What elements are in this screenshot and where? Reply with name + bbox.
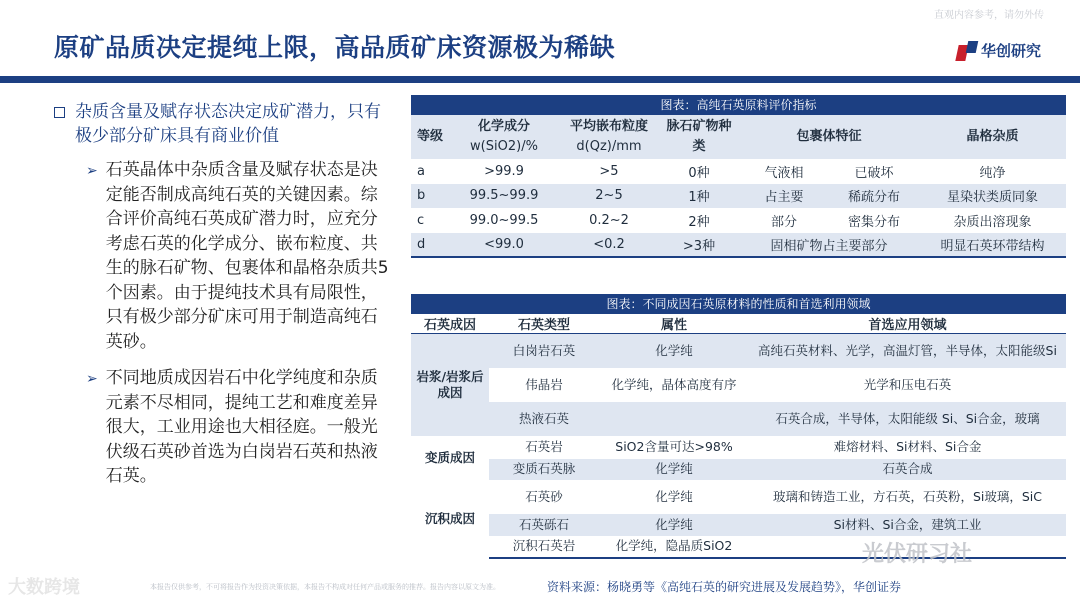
brand-logo: [957, 40, 1041, 61]
table1-caption: 图表：高纯石英原料评价指标: [411, 95, 1066, 115]
watermark-right: 光伏研习社: [862, 542, 973, 567]
disclaimer-text: 本报告仅供参考，不可将报告作为投资决策依据，本报告不构成对任何产品或服务的推荐。报告内容以原文为准。: [150, 583, 500, 591]
square-bullet-icon: [54, 107, 65, 118]
main-bullet-text: 杂质含量及赋存状态决定成矿潜力，只有极少部分矿床具有商业价值: [75, 102, 381, 146]
table2-caption: 图表：不同成因石英原材料的性质和首选利用领域: [411, 294, 1066, 314]
table-row: b 99.5~99.9 2~5 1种 占主要 稀疏分布 星染状类质同象: [411, 184, 1066, 209]
table-row: 热液石英 石英合成，半导体，太阳能级 Si、Si合金，玻璃: [411, 402, 1066, 436]
table-header-row: [411, 115, 1066, 159]
arrow-bullet-icon: ➢: [86, 371, 98, 387]
table-row: d <99.0 <0.2 >3种 固相矿物占主要部分 明显石英环带结构: [411, 233, 1066, 258]
table-row: 变质石英脉 化学纯 石英合成: [411, 459, 1066, 480]
table-row: 沉积成因 石英砂 化学纯 玻璃和铸造工业，方石英，石英粉，Si玻璃，SiC: [411, 480, 1066, 514]
page-title: 原矿品质决定提纯上限，高品质矿床资源极为稀缺: [54, 33, 616, 62]
header-use: 首选应用领域: [749, 314, 1066, 334]
sub-bullet-1-text: 石英晶体中杂质含量及赋存状态是决定能否制成高纯石英的关键因素。综合评价高纯石英成矿潜力时，应充分考虑石英的化学成分、嵌布粒度、共生的脉石矿物、包裹体和晶格杂质共5个因素。由于提纯技术具有局限性，只有极少部分矿床可用于制造高纯石英砂。: [105, 160, 389, 352]
table-header-row: [411, 314, 1066, 334]
origin-table: [411, 314, 1066, 559]
logo-icon: [957, 41, 977, 61]
arrow-bullet-icon: ➢: [86, 163, 98, 179]
source-note: 资料来源：杨晓勇等《高纯石英的研究进展及发展趋势》，华创证券: [547, 580, 902, 594]
header-chem: 化学成分 w(SiO2)/%: [449, 115, 559, 159]
main-bullet: [54, 100, 394, 148]
sub-bullet-1: [86, 158, 394, 354]
left-column: [54, 100, 394, 489]
table-row: 岩浆/岩浆后成因 白岗岩石英 化学纯 高纯石英材料、光学，高温灯管，半导体，太阳能级Si: [411, 334, 1066, 368]
header-origin: 石英成因: [411, 314, 489, 334]
header-grain: 平均嵌布粒度 d(Qz)/mm: [559, 115, 659, 159]
header-grade: 等级: [411, 115, 449, 159]
table-row: 沉积石英岩 化学纯，隐晶质SiO2: [411, 536, 1066, 558]
table-row: 伟晶岩 化学纯，晶体高度有序 光学和压电石英: [525, 376, 952, 392]
header-lattice: 晶格杂质: [919, 115, 1066, 159]
header-inclusion: 包裹体特征: [739, 115, 919, 159]
watermark-left: 大数跨境: [8, 577, 80, 598]
table-row: c 99.0~99.5 0.2~2 2种 部分 密集分布 杂质出溶现象: [417, 212, 1032, 230]
group-sedimentary: 沉积成因: [424, 510, 475, 526]
sub-bullet-2-text: 不同地质成因岩石中化学纯度和杂质元素不尽相同，提纯工艺和难度差异很大，工业用途也大相径庭。一般光伏级石英砂首选为白岗岩石英和热液石英。: [105, 368, 378, 486]
group-metamorphic: 变质成因: [424, 449, 475, 465]
table-row: 石英砾石 化学纯 Si材料、Si合金，建筑工业: [411, 514, 1066, 536]
table-row: 变质成因 石英岩 SiO2含量可达>98% 难熔材料、Si材料、Si合金: [411, 436, 1066, 459]
header-gangue: 脉石矿物种类: [659, 115, 739, 159]
evaluation-table: [411, 115, 1066, 258]
top-watermark: 直观内容参考，请勿外传: [934, 10, 1044, 21]
header-divider: [0, 76, 1080, 83]
logo-text: 华创研究: [981, 42, 1042, 60]
evaluation-table-panel: [411, 95, 1066, 258]
origin-table-panel: [411, 294, 1066, 559]
sub-bullet-2: [86, 366, 394, 489]
header-type: 石英类型: [489, 314, 599, 334]
group-magmatic: 岩浆/岩浆后成因: [411, 334, 489, 436]
header-property: 属性: [599, 314, 749, 334]
table-row: a >99.9 >5 0种 气液相 已破坏 纯净: [417, 163, 1006, 181]
